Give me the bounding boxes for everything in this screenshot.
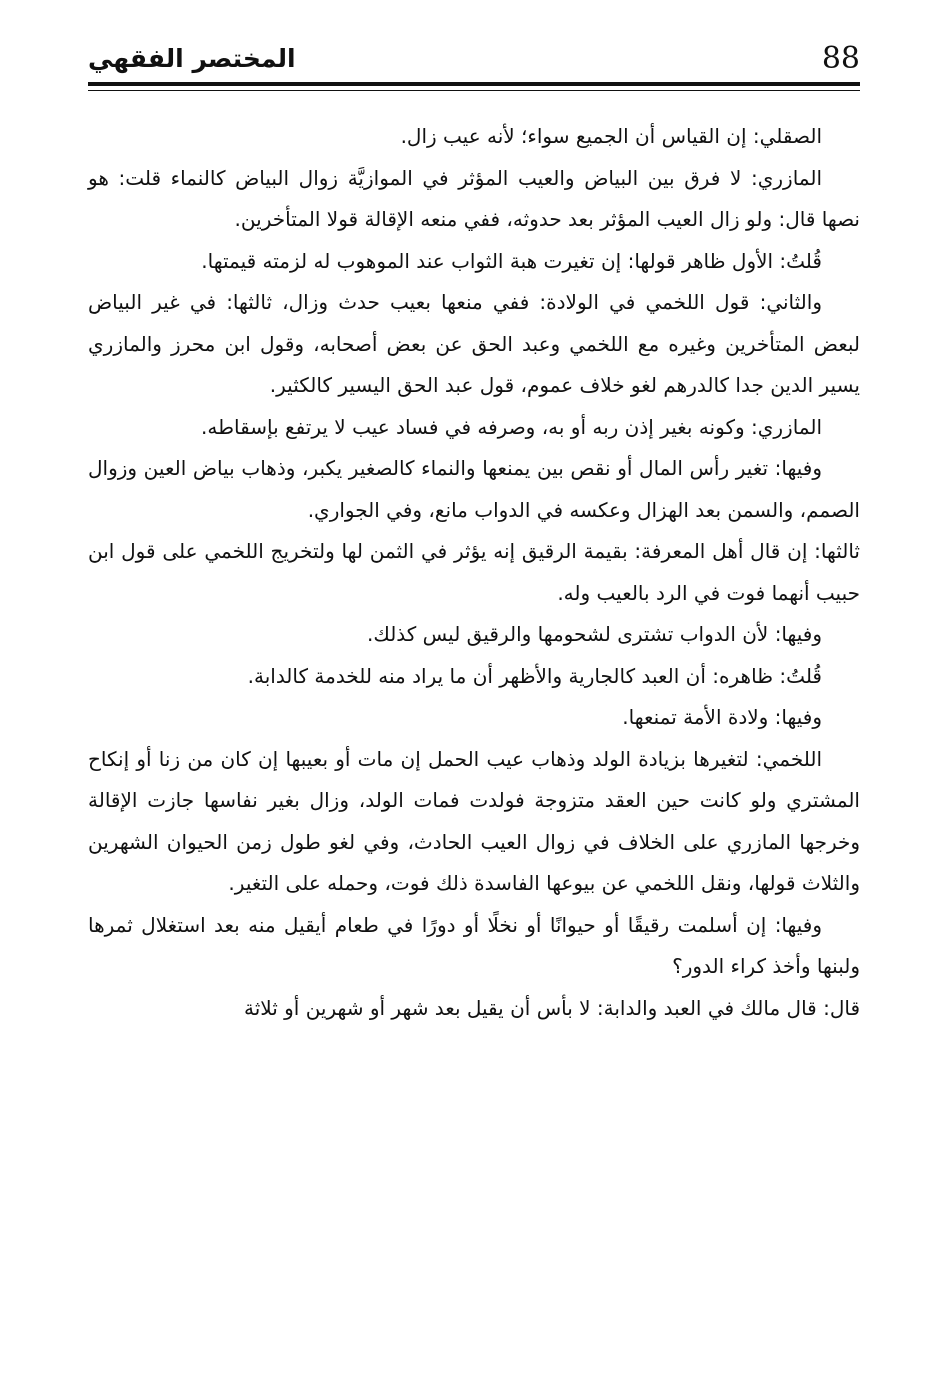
paragraph: اللخمي: لتغيرها بزيادة الولد وذهاب عيب الحمل إن مات أو بعيبها إن كان من زنا أو إنكاح المشتري ولو كانت حين العقد متزوجة فولدت فمات الولد، وزال بغير نفاسها جازت الإقالة وخرجها المازري على الخلاف في زوال العيب الحادث، وفي لغو طول زمن الحيوان الشهرين والثلاث قولها، ونقل اللخمي عن بيوعها الفاسدة ذلك فوت، وحمله على التغير.	[88, 746, 860, 895]
paragraph: قال: قال مالك في العبد والدابة: لا بأس أن يقيل بعد شهر أو شهرين أو ثلاثة	[243, 995, 860, 1020]
body-text	[88, 116, 860, 1029]
paragraph: المازري: لا فرق بين البياض والعيب المؤثر في الموازيَّة زوال البياض كالنماء قلت: هو نصها قال: ولو زال العيب المؤثر بعد حدوثه، ففي منعه الإقالة قولا المتأخرين.	[88, 165, 860, 231]
page-header	[88, 40, 860, 80]
paragraph: ثالثها: إن قال أهل المعرفة: بقيمة الرقيق إنه يؤثر في الثمن لها ولتخريج اللخمي على قول ابن حبيب أنهما فوت في الرد بالعيب وله.	[88, 539, 860, 605]
paragraph: قُلتُ: ظاهره: أن العبد كالجارية والأظهر أن ما يراد منه للخدمة كالدابة.	[247, 663, 822, 688]
paragraph: المازري: وكونه بغير إذن ربه أو به، وصرفه في فساد عيب لا يرتفع بإسقاطه.	[201, 414, 822, 439]
header-rule-thin	[88, 90, 860, 91]
paragraph: وفيها: ولادة الأمة تمنعها.	[622, 705, 822, 729]
paragraph: قُلتُ: الأول ظاهر قولها: إن تغيرت هبة الثواب عند الموهوب له لزمته قيمتها.	[201, 248, 822, 273]
paragraph: وفيها: لأن الدواب تشترى لشحومها والرقيق ليس كذلك.	[367, 622, 822, 646]
header-rule-thick	[88, 82, 860, 86]
book-title: المختصر الفقهي	[88, 44, 296, 73]
paragraph: الصقلي: إن القياس أن الجميع سواء؛ لأنه عيب زال.	[400, 124, 822, 148]
paragraph: وفيها: إن أسلمت رقيقًا أو حيوانًا أو نخلًا أو دورًا في طعام أيقيل منه بعد استغلال ثمرها ولبنها وأخذ كراء الدور؟	[88, 912, 860, 978]
page-number: 88	[821, 41, 860, 76]
paragraph: والثاني: قول اللخمي في الولادة: ففي منعها بعيب حدث وزال، ثالثها: في غير البياض لبعض المتأخرين وغيره مع اللخمي وعبد الحق عن بعض أصحابه، وقول ابن محرز والمازري يسير الدين جدا كالدرهم لغو خلاف عموم، قول عبد الحق اليسير كالكثير.	[88, 290, 860, 397]
paragraph: وفيها: تغير رأس المال أو نقص بين يمنعها والنماء كالصغير يكبر، وذهاب بياض العين وزوال الصمم، والسمن بعد الهزال وعكسه في الدواب مانع، وفي الجواري.	[88, 456, 860, 522]
